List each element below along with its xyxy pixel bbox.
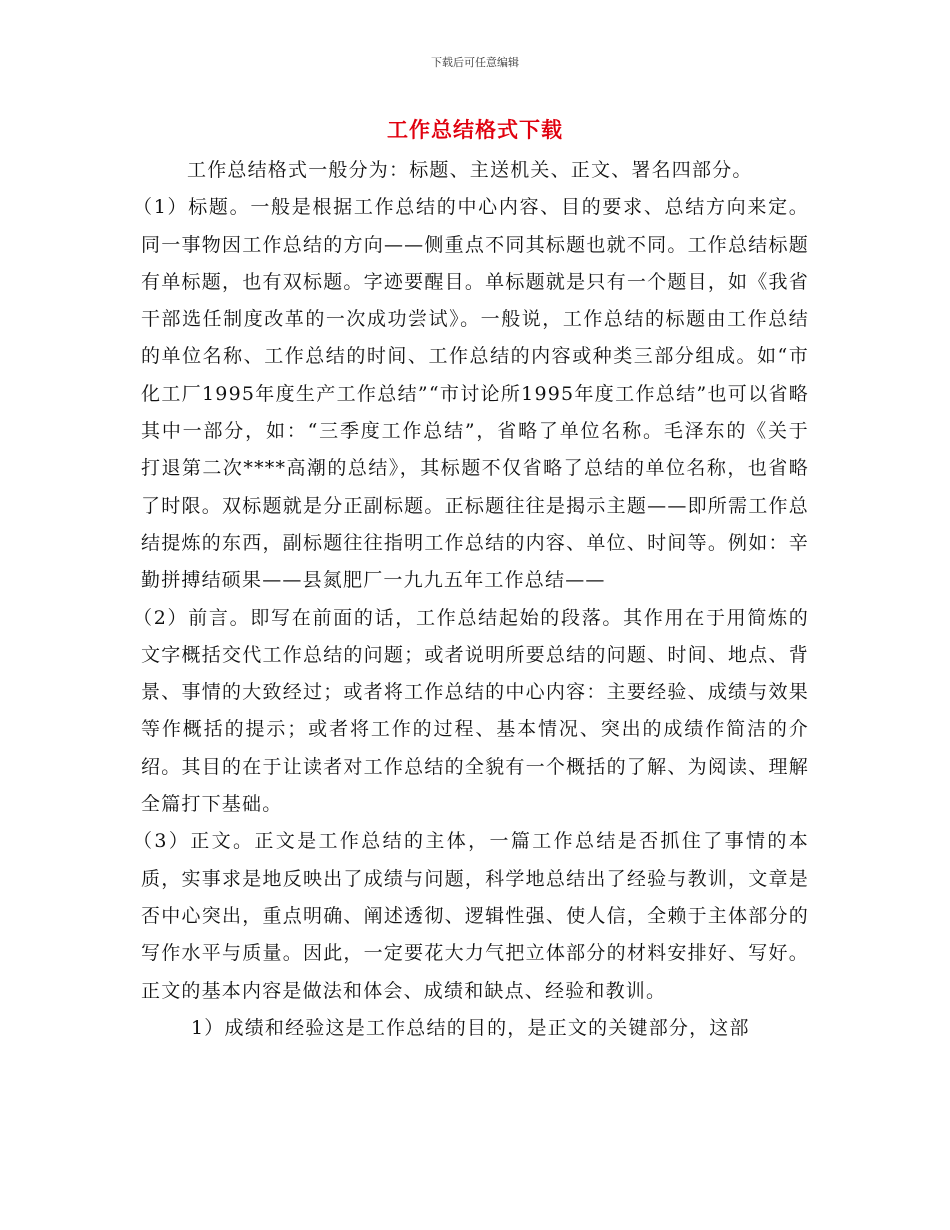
paragraph-title-section: （1）标题。一般是根据工作总结的中心内容、目的要求、总结方向来定。同一事物因工作总结的方向——侧重点不同其标题也就不同。工作总结标题有单标题，也有双标题。字迹要醒目。单标题就是只有一个题目，如《我省干部选任制度改革的一次成功尝试》。一般说，工作总结的标题由工作总结的单位名称、工作总结的时间、工作总结的内容或种类三部分组成。如“市化工厂1995年度生产工作总结”“市讨论所1995年度工作总结”也可以省略其中一部分，如：“三季度工作总结”，省略了单位名称。毛泽东的《关于打退第二次****高潮的总结》，其标题不仅省略了总结的单位名称，也省略了时限。双标题就是分正副标题。正标题往往是揭示主题——即所需工作总结提炼的东西，副标题往往指明工作总结的内容、单位、时间等。例如：辛勤拼搏结硕果——县氮肥厂一九九五年工作总结—— xyxy=(133,196,809,592)
paragraph-intro: 工作总结格式一般分为：标题、主送机关、正文、署名四部分。 xyxy=(187,159,753,181)
header-note: 下载后可任意编辑 xyxy=(431,56,519,69)
paragraph-main-section: （3）正文。正文是工作总结的主体，一篇工作总结是否抓住了事情的本质，实事求是地反映出了成绩与问题，科学地总结出了经验与教训，文章是否中心突出，重点明确、阐述透彻、逻辑性强、使人信，全赖于主体部分的写作水平与质量。因此，一定要花大力气把立体部分的材料安排好、写好。正文的基本内容是做法和体会、成绩和缺点、经验和教训。 xyxy=(133,830,809,1002)
paragraph-achievements: 1）成绩和经验这是工作总结的目的，是正文的关键部分，这部 xyxy=(191,1016,750,1039)
document-title: 工作总结格式下载 xyxy=(387,118,563,142)
paragraph-preface-section: （2）前言。即写在前面的话，工作总结起始的段落。其作用在于用简炼的文字概括交代工作总结的问题；或者说明所要总结的问题、时间、地点、背景、事情的大致经过；或者将工作总结的中心内容：主要经验、成绩与效果等作概括的提示；或者将工作的过程、基本情况、突出的成绩作简洁的介绍。其目的在于让读者对工作总结的全貌有一个概括的了解、为阅读、理解全篇打下基础。 xyxy=(133,606,809,816)
document-body xyxy=(133,152,809,1047)
